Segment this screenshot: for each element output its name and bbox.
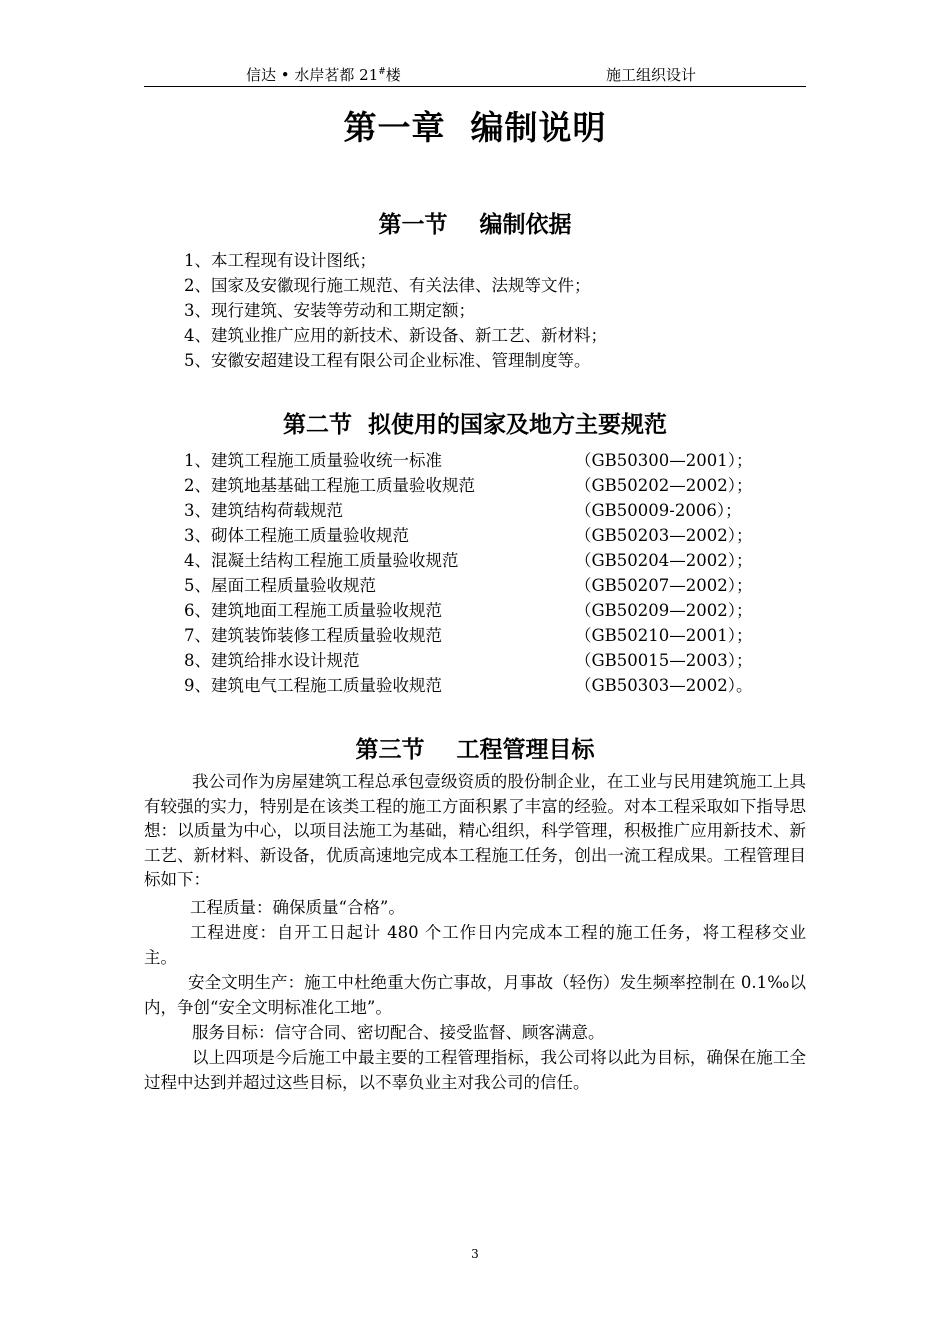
standard-row — [184, 648, 784, 673]
basis-list — [184, 248, 607, 373]
standard-name: 8、建筑给排水设计规范 — [184, 651, 360, 670]
standard-name: 4、混凝土结构工程施工质量验收规范 — [184, 551, 459, 570]
standard-name: 3、砌体工程施工质量验收规范 — [184, 526, 409, 545]
standard-code: （GB50009-2006）； — [575, 501, 742, 520]
section1-title: 第一节 编制依据 — [378, 212, 572, 238]
standards-list — [184, 448, 784, 698]
list-item: 1、本工程现有设计图纸； — [184, 251, 376, 270]
standard-code: （GB50015—2003）； — [575, 651, 753, 670]
standard-row — [184, 448, 784, 473]
section2-title: 第二节 拟使用的国家及地方主要规范 — [282, 412, 667, 438]
standard-name: 3、建筑结构荷载规范 — [184, 501, 343, 520]
standard-row — [184, 673, 784, 698]
standard-row — [184, 598, 784, 623]
standard-row — [184, 498, 784, 523]
standard-row — [184, 473, 784, 498]
standard-row — [184, 573, 784, 598]
standard-code: （GB50207—2002）； — [575, 576, 753, 595]
standard-row — [184, 523, 784, 548]
list-item: 2、国家及安徽现行施工规范、有关法律、法规等文件； — [184, 276, 591, 295]
schedule-goal: 工程进度：自开工日起计 480 个工作日内完成本工程的施工任务，将工程移交业主。 — [144, 923, 806, 967]
standard-code: （GB50210—2001）； — [575, 626, 753, 645]
standard-name: 7、建筑装饰装修工程质量验收规范 — [184, 626, 442, 645]
standard-row — [184, 548, 784, 573]
service-goal: 服务目标：信守合同、密切配合、接受监督、顾客满意。 — [192, 1023, 605, 1042]
closing-paragraph: 以上四项是今后施工中最主要的工程管理指标，我公司将以此为目标，确保在施工全过程中达到并超过这些目标，以不辜负业主对我公司的信任。 — [144, 1048, 806, 1092]
list-item: 5、安徽安超建设工程有限公司企业标准、管理制度等。 — [184, 351, 591, 370]
standard-row — [184, 623, 784, 648]
quality-goal: 工程质量：确保质量“合格”。 — [190, 898, 405, 917]
header-project-title: 信达 • 水岸茗都 21#楼 — [246, 66, 401, 84]
standard-name: 1、建筑工程施工质量验收统一标准 — [184, 451, 442, 470]
standard-name: 9、建筑电气工程施工质量验收规范 — [184, 676, 442, 695]
standard-code: （GB50209—2002）； — [575, 601, 753, 620]
list-item: 3、现行建筑、安装等劳动和工期定额； — [184, 301, 475, 320]
standard-name: 5、屋面工程质量验收规范 — [184, 576, 376, 595]
page-header — [144, 64, 806, 87]
standard-code: （GB50202—2002）； — [575, 476, 753, 495]
list-item: 4、建筑业推广应用的新技术、新设备、新工艺、新材料； — [184, 326, 607, 345]
standard-code: （GB50203—2002）； — [575, 526, 753, 545]
standard-name: 2、建筑地基基础工程施工质量验收规范 — [184, 476, 475, 495]
page-number: 3 — [471, 1247, 479, 1261]
safety-goal: 安全文明生产：施工中杜绝重大伤亡事故，月事故（轻伤）发生频率控制在 0.1‰以内，争创“安全文明标准化工地”。 — [144, 973, 806, 1017]
standard-name: 6、建筑地面工程施工质量验收规范 — [184, 601, 442, 620]
standard-code: （GB50300—2001）； — [575, 451, 753, 470]
standard-code: （GB50303—2002）。 — [575, 676, 753, 695]
intro-paragraph: 我公司作为房屋建筑工程总承包壹级资质的股份制企业，在工业与民用建筑施工上具有较强的实力，特别是在该类工程的施工方面积累了丰富的经验。对本工程采取如下指导思想：以质量为中心，以项目法施工为基础，精心组织，科学管理，积极推广应用新技术、新工艺、新材料、新设备，优质高速地完成本工程施工任务，创出一流工程成果。工程管理目标如下： — [144, 772, 806, 889]
standard-code: （GB50204—2002）； — [575, 551, 753, 570]
section3-title: 第三节 工程管理目标 — [355, 737, 595, 763]
chapter-title: 第一章 编制说明 — [343, 108, 607, 147]
header-document-title: 施工组织设计 — [606, 66, 697, 84]
